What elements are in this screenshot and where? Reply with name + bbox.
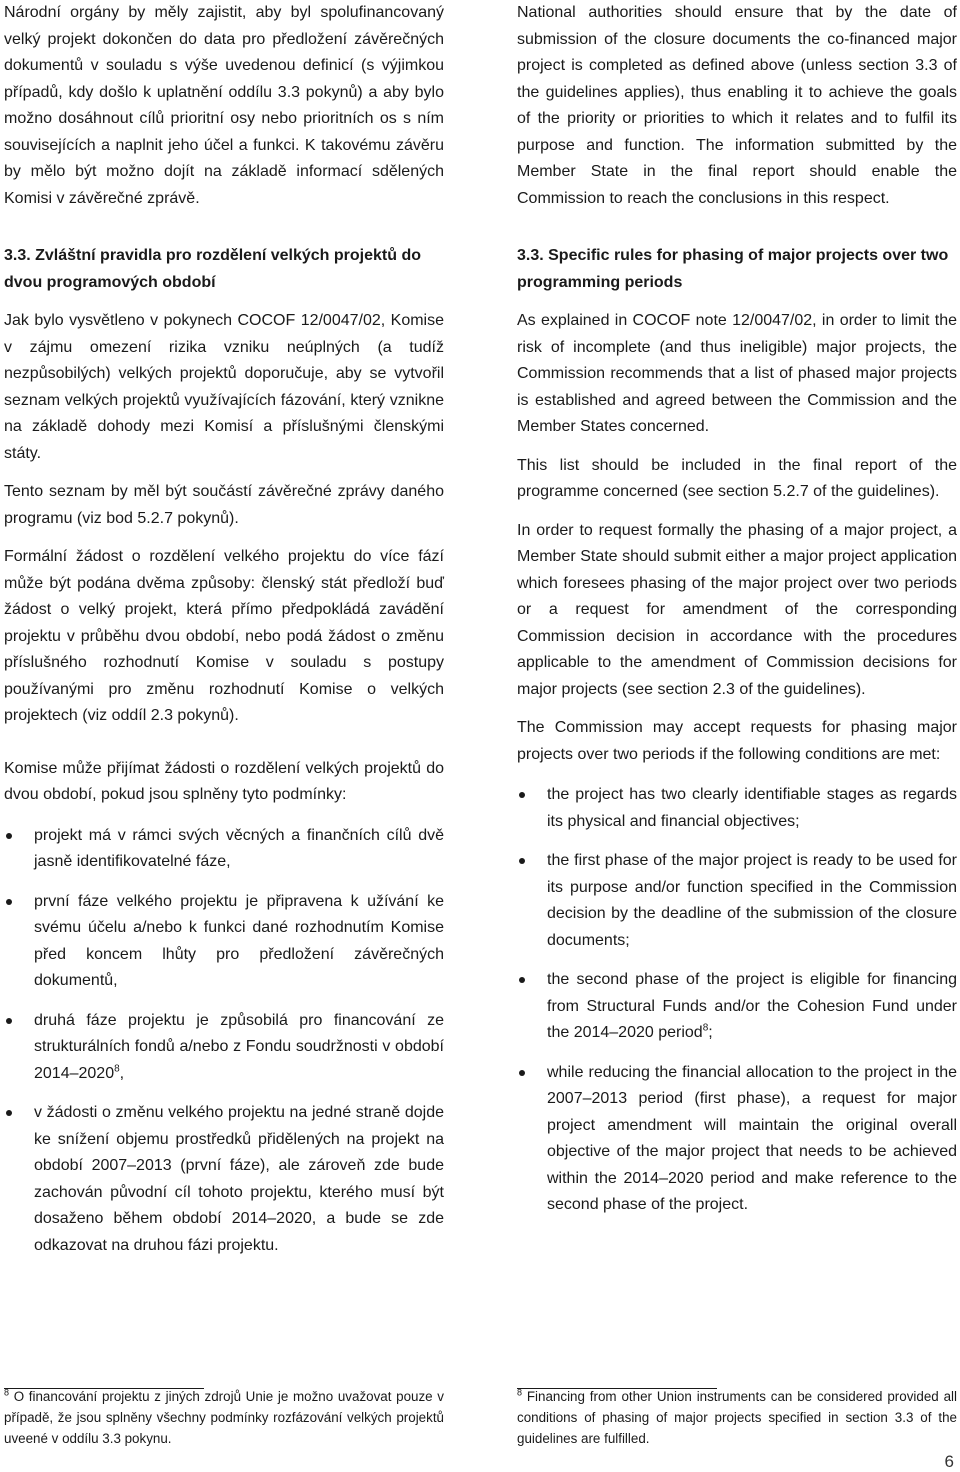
bullet-icon: [519, 792, 525, 798]
footnote-number: 8: [4, 1387, 10, 1398]
cs-conditions-list: [4, 823, 444, 1260]
cs-section-heading: 3.3. Zvláštní pravidla pro rozdělení velkých projektů do dvou programových období: [4, 247, 422, 291]
bullet-icon: [519, 977, 525, 983]
bullet-icon: [519, 1070, 525, 1076]
bullet-icon: [6, 1110, 12, 1116]
list-item: the first phase of the major project is ready to be used for its purpose and/or function specified in the Commission decision by the deadline of the submission of the closure documents;: [517, 848, 957, 954]
list-item: the second phase of the project is eligible for financing from Structural Funds and/or the Cohesion Fund under the 2014–2020 period$^8$;: [517, 967, 957, 1047]
en-footnote: $^8$ Financing from other Union instruments can be considered provided all conditions of phasing of major projects specified in section 3.3 of the guidelines are fulfilled.: [517, 1387, 957, 1446]
footnote-ref: 8: [114, 1063, 120, 1075]
en-section-heading: 3.3. Specific rules for phasing of major projects over two programming periods: [517, 247, 949, 291]
list-item: the project has two clearly identifiable stages as regards its physical and financial objectives;: [517, 782, 957, 835]
page-number: 6: [944, 1452, 954, 1471]
right-column-english: [517, 0, 957, 1219]
cs-paragraph-conditions: Komise může přijímat žádosti o rozdělení velkých projektů do dvou období, pokud jsou splněny tyto podmínky:: [4, 759, 444, 803]
list-item: while reducing the financial allocation to the project in the 2007–2013 period (first phase), a request for major project amendment will maintain the original overall objective of the major project that needs to be achieved within the 2014–2020 period and make reference to the second phase of the project.: [517, 1060, 957, 1219]
bullet-icon: [6, 833, 12, 839]
footnote-ref: 8: [702, 1022, 709, 1034]
en-paragraph-conditions: The Commission may accept requests for phasing major projects over two periods if the following conditions are met:: [517, 719, 957, 763]
list-item: v žádosti o změnu velkého projektu na jedné straně dojde ke snížení objemu prostředků přidělených na projekt na období 2007–2013 (první fáze), ale zároveň zde bude zachován původní cíl tohoto projektu, kterého musí být dosaženo během období 2014–2020, a bude se zde odkazovat na druhou fázi projektu.: [4, 1100, 444, 1259]
list-item: druhá fáze projektu je způsobilá pro financování ze strukturálních fondů a/nebo z Fondu soudržnosti v období 2014–2020$^8$,: [4, 1008, 444, 1088]
cs-paragraph-cocof: Jak bylo vysvětleno v pokynech COCOF 12/0047/02, Komise v zájmu omezení rizika vzniku neúplných (a tudíž nezpůsobilých) velkých projektů doporučuje, aby se vytvořil seznam velkých projektů využívajících fázování, který vznikne na základě dohody mezi Komisí a příslušnými členskými státy.: [4, 312, 444, 462]
list-item: první fáze velkého projektu je připravena k užívání ke svému účelu a/nebo k funkci dané rozhodnutím Komise před koncem lhůty pro předložení závěrečných dokumentů,: [4, 889, 444, 995]
bullet-icon: [519, 858, 525, 864]
bullet-icon: [6, 899, 12, 905]
en-conditions-list: [517, 782, 957, 1219]
en-paragraph-completion: National authorities should ensure that by the date of submission of the closure documents the co-financed major project is completed as defined above (unless section 3.3 of the guidelines applies), thus enabling it to achieve the goals of the priority or priorities to which it relates and to fulfil its purpose and function. The information submitted by the Member State in the final report should enable the Commission to reach the conclusions in this respect.: [517, 4, 957, 207]
cs-paragraph-completion: Národní orgány by měly zajistit, aby byl spolufinancovaný velký projekt dokončen do data pro předložení závěrečných dokumentů v souladu s výše uvedenou definicí (s výjimkou případů, kdy došlo k uplatnění oddílu 3.3 pokynů) a aby bylo možno dosáhnout cílů prioritní osy nebo prioritních os s ním souvisejících a naplnit jeho účel a funkci. K takovému závěru by mělo být možno dojít na základě informací sdělených Komisi v závěrečné zprávě.: [4, 4, 444, 207]
en-paragraph-formal-request: In order to request formally the phasing of a major project, a Member State should submit either a major project application which foresees phasing of the major project over two periods or a request for amendment of the corresponding Commission decision in accordance with the procedures applicable to the amendment of Commission decisions for major projects (see section 2.3 of the guidelines).: [517, 521, 957, 698]
left-column-czech: [4, 0, 444, 1259]
cs-paragraph-formal-request: Formální žádost o rozdělení velkého projektu do více fází může být podána dvěma způsoby: členský stát předloží buď žádost o velký projekt, která přímo předpokládá zavádění projektu v průběhu dvou období, nebo podá žádost o změnu příslušného rozhodnutí Komise v souladu s postupy používanými pro změnu rozhodnutí Komise o velkých projektech (viz oddíl 2.3 pokynů).: [4, 548, 444, 724]
en-paragraph-list: This list should be included in the final report of the programme concerned (see section 5.2.7 of the guidelines).: [517, 456, 957, 500]
list-item: projekt má v rámci svých věcných a finančních cílů dvě jasně identifikovatelné fáze,: [4, 823, 444, 876]
footnote-number: 8: [517, 1387, 523, 1398]
bullet-icon: [6, 1018, 12, 1024]
en-paragraph-cocof: As explained in COCOF note 12/0047/02, in order to limit the risk of incomplete (and thus ineligible) major projects, the Commission recommends that a list of phased major projects is established and agreed between the Commission and the Member States concerned.: [517, 312, 957, 435]
cs-footnote: $^8$ O financování projektu z jiných zdrojů Unie je možno uvažovat pouze v případě, že jsou splněny všechny podmínky rozfázování velkých projektů uveené v oddílu 3.3 pokynu.: [4, 1387, 444, 1446]
cs-paragraph-list: Tento seznam by měl být součástí závěrečné zprávy daného programu (viz bod 5.2.7 pokynů).: [4, 483, 444, 527]
